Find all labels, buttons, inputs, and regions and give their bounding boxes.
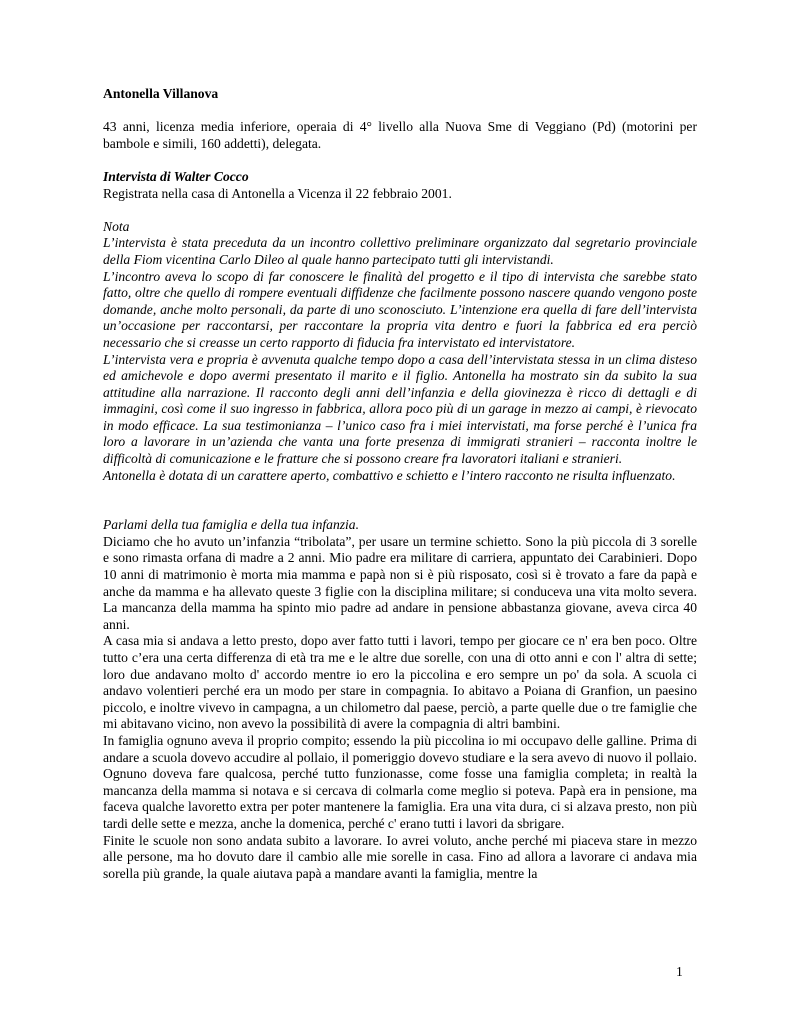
note-paragraph: Antonella è dotata di un carattere aperto, combattivo e schietto e l’intero racconto ne risulta influenzato. xyxy=(103,467,676,483)
note-paragraph: L’intervista vera e propria è avvenuta qualche tempo dopo a casa dell’intervistata stessa in un clima disteso ed amichevole e dopo avermi presentato il marito e il figlio. Antonella ha mostrato sin da subito la sua attitudine alla narrazione. Il racconto degli anni dell’infanzia e della giovinezza è ricco di dettagli e di immagini, così come il suo ingresso in fabbrica, allora poco più di un garage in mezzo ai campi, è rievocato in modo efficace. La sua testimonianza – l’unico caso fra i miei intervistati, ma forse perché è l’unica fra loro a lavorare in un’azienda che vanta una forte presenza di immigrati stranieri – racconta inoltre le difficoltà di comunicazione e le fratture che si possono creare fra lavoratori italiani e stranieri. xyxy=(103,351,697,467)
document-page xyxy=(103,86,697,882)
interview-question: Parlami della tua famiglia e della tua infanzia. xyxy=(103,517,360,533)
answer-paragraph: A casa mia si andava a letto presto, dopo aver fatto tutti i lavori, tempo per giocare ce n' era ben poco. Oltre tutto c’era una certa differenza di età tra me e le altre due sorelle, con una di otto anni e con l' altra di sette; loro due andavano molto d' accordo mentre io ero la piccolina e ero sempre un po' da sola. A scuola ci andavo volentieri perché era un modo per stare in compagnia. Io abitavo a Poiana di Granfion, un paesino piccolo, e inoltre vivevo in campagna, a un chilometro dal paese, perciò, a parte quelle due o tre famiglie che mi abitavano vicino, non avevo la possibilità di avere la compagnia di altri bambini. xyxy=(103,633,697,732)
note-paragraph: L’incontro aveva lo scopo di far conoscere le finalità del progetto e il tipo di intervista che sarebbe stato fatto, oltre che quello di rompere eventuali diffidenze che facilmente possono nascere quando vengono poste domande, anche molto personali, da parte di uno sconosciuto. L’intenzione era quella di fare dell’intervista un’occasione per raccontarsi, per raccontare la propria vita dentro e fuori la fabbrica ed era perciò necessario che si creasse un certo rapporto di fiducia fra intervistato ed intervistatore. xyxy=(103,268,697,350)
note-paragraph: L’intervista è stata preceduta da un incontro collettivo preliminare organizzato dal segretario provinciale della Fiom vicentina Carlo Dileo al quale hanno partecipato tutti gli intervistandi. xyxy=(103,235,697,267)
interviewer: Intervista di Walter Cocco xyxy=(103,168,249,184)
recording-info: Registrata nella casa di Antonella a Vicenza il 22 febbraio 2001. xyxy=(103,185,452,201)
answer-paragraph: Finite le scuole non sono andata subito a lavorare. Io avrei voluto, anche perché mi piaceva stare in mezzo alle persone, ma ho dovuto dare il cambio alle mie sorelle in casa. Fino ad allora a lavorare ci andava mia sorella più grande, la quale aiutava papà a mandare avanti la famiglia, mentre la xyxy=(103,832,697,881)
page-number: 1 xyxy=(676,964,683,979)
answer-paragraph: In famiglia ognuno aveva il proprio compito; essendo la più piccolina io mi occupavo delle galline. Prima di andare a scuola dovevo accudire al pollaio, il pomeriggio dovevo studiare e la sera avevo di nuovo il pollaio. Ognuno doveva fare qualcosa, perché tutto funzionasse, come fosse una famiglia completa; in realtà la mancanza della mamma si notava e si cercava di colmarla come meglio si poteva. Papà era in pensione, ma faceva qualche lavoretto extra per poter mantenere la famiglia. Era una vita dura, ci si alzava presto, non più tardi delle sette e mezza, anche la domenica, perché c' erano tutti i lavori da sbrigare. xyxy=(103,732,697,831)
answer-paragraph: Diciamo che ho avuto un’infanzia “tribolata”, per usare un termine schietto. Sono la più piccola di 3 sorelle e sono rimasta orfana di madre a 2 anni. Mio padre era militare di carriera, appuntato dei Carabinieri. Dopo 10 anni di matrimonio è morta mia mamma e papà non si è più risposato, così si è trovato a fare da papà e anche da mamma e ha allevato queste 3 figlie con la disciplina militare; si conduceva una vita molto severa. La mancanza della mamma ha spinto mio padre ad andare in pensione abbastanza giovane, aveva circa 40 anni. xyxy=(103,533,697,632)
note-heading: Nota xyxy=(103,218,130,234)
author-name: Antonella Villanova xyxy=(103,86,219,101)
author-bio: 43 anni, licenza media inferiore, operaia di 4° livello alla Nuova Sme di Veggiano (Pd) (motorini per bambole e simili, 160 addetti), delegata. xyxy=(103,119,697,151)
